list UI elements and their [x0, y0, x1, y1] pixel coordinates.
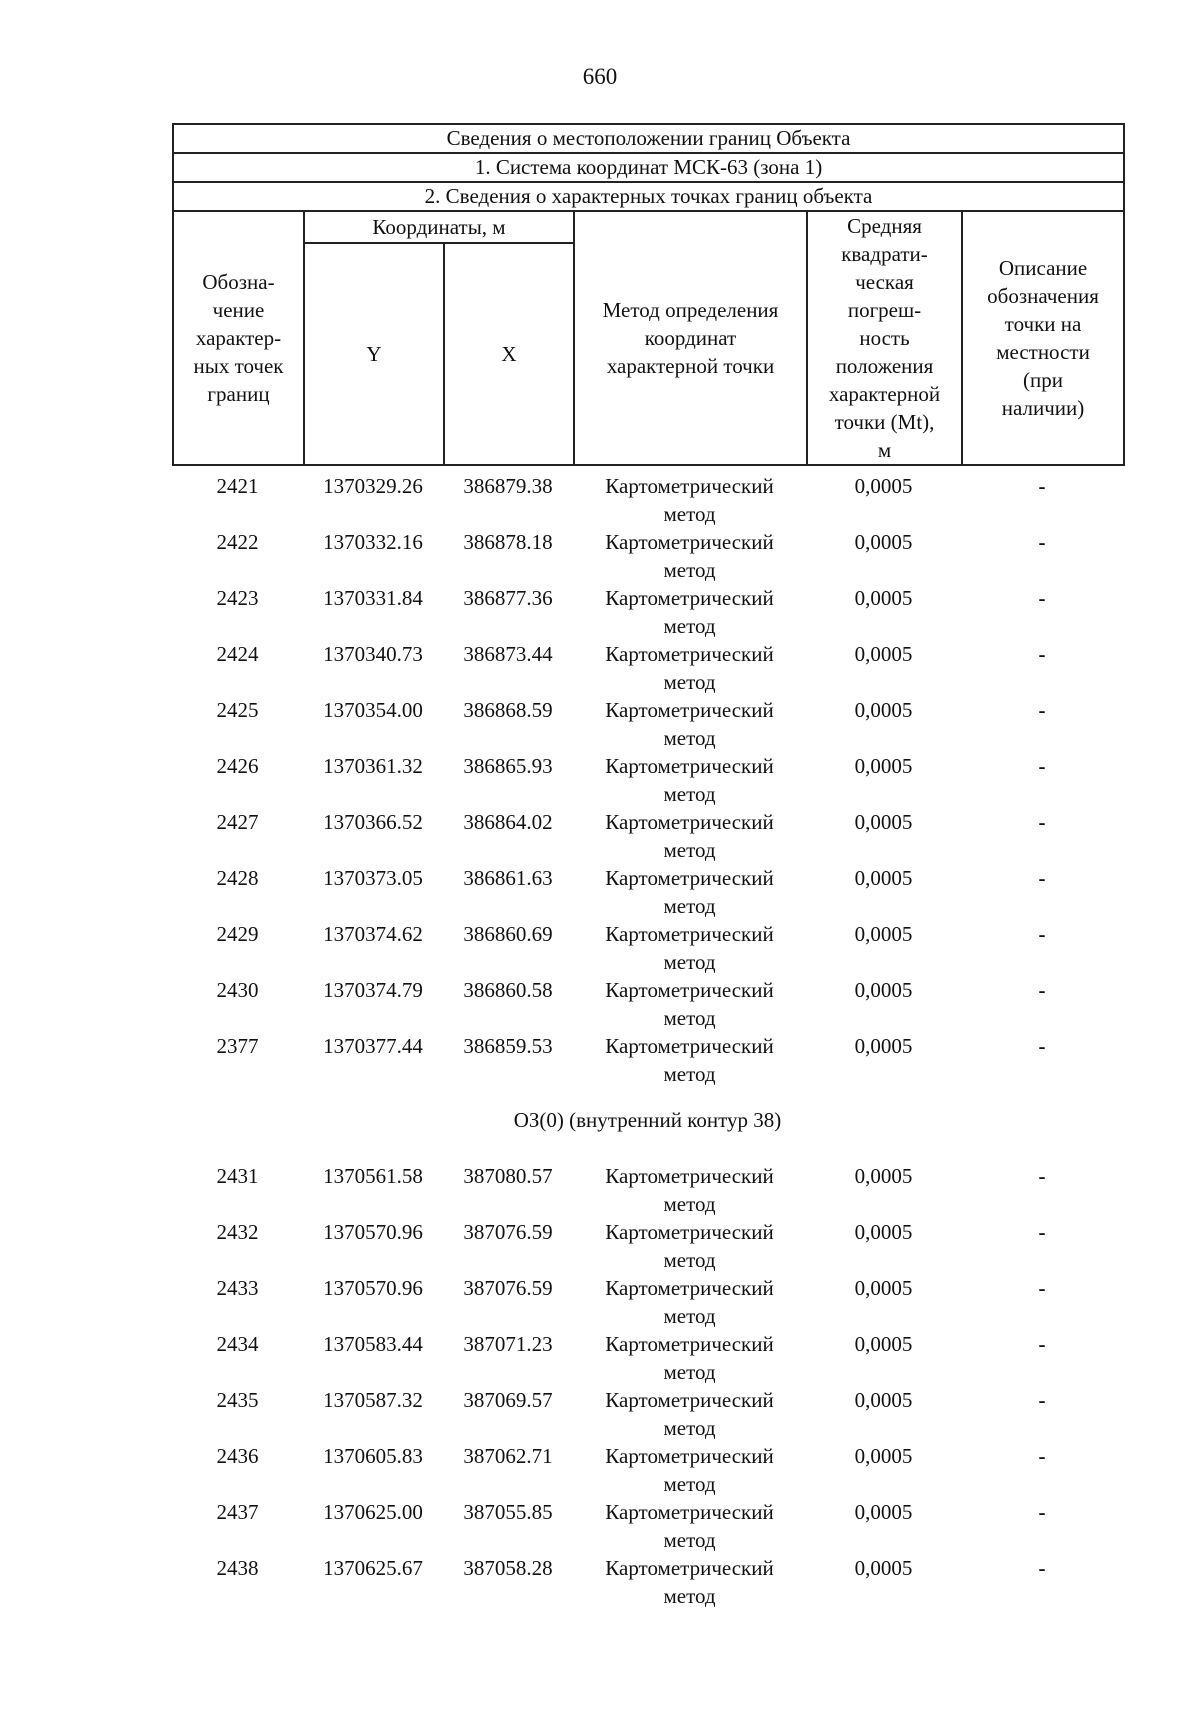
x-coordinate: 386865.93 — [463, 754, 553, 778]
method — [573, 472, 806, 528]
x-coordinate: 387062.71 — [463, 1444, 553, 1468]
mean-square-error: 0,0005 — [854, 1388, 913, 1412]
method — [573, 1032, 806, 1088]
method-line: метод — [663, 1248, 716, 1272]
method-line: Картометрический — [605, 754, 774, 778]
method — [573, 640, 806, 696]
method-line: Картометрический — [605, 474, 774, 498]
x-coordinate: 386873.44 — [463, 642, 553, 666]
method-line: метод — [663, 1006, 716, 1030]
method — [573, 920, 806, 976]
mean-square-error: 0,0005 — [854, 978, 913, 1002]
method-line: метод — [663, 838, 716, 862]
point-description: - — [1038, 474, 1046, 498]
description-column-header: Описание обозначения точки на местности (при наличии) — [962, 211, 1124, 465]
x-coordinate: 386878.18 — [463, 530, 553, 554]
method-line: Картометрический — [605, 642, 774, 666]
mean-square-error: 0,0005 — [854, 810, 913, 834]
point-description: - — [1038, 922, 1046, 946]
point-description: - — [1038, 1388, 1046, 1412]
method-line: Картометрический — [605, 978, 774, 1002]
point-id: 2433 — [216, 1276, 259, 1300]
y-coordinate: 1370570.96 — [323, 1276, 423, 1300]
mean-square-error: 0,0005 — [854, 866, 913, 890]
x-column-header: X — [444, 243, 574, 465]
method-line: Картометрический — [605, 810, 774, 834]
point-id: 2432 — [216, 1220, 259, 1244]
table-row — [172, 1218, 1123, 1274]
method — [573, 864, 806, 920]
mean-square-error: 0,0005 — [854, 922, 913, 946]
table-row — [172, 640, 1123, 696]
x-coordinate: 386864.02 — [463, 810, 553, 834]
x-coordinate: 387071.23 — [463, 1332, 553, 1356]
y-coordinate: 1370625.67 — [323, 1556, 423, 1580]
point-id: 2421 — [216, 474, 259, 498]
y-coordinate: 1370331.84 — [323, 586, 423, 610]
method — [573, 528, 806, 584]
error-column-header: Средняя квадрати- ческая погреш- ность положения характерной точки (Mt), м — [807, 211, 962, 465]
method-line: метод — [663, 1528, 716, 1552]
method-line: метод — [663, 894, 716, 918]
point-id: 2437 — [216, 1500, 259, 1524]
method-line: Картометрический — [605, 922, 774, 946]
y-coordinate: 1370570.96 — [323, 1220, 423, 1244]
table-row — [172, 584, 1123, 640]
table-row — [172, 1162, 1123, 1218]
y-coordinate: 1370561.58 — [323, 1164, 423, 1188]
point-id: 2427 — [216, 810, 259, 834]
point-id: 2429 — [216, 922, 259, 946]
mean-square-error: 0,0005 — [854, 1164, 913, 1188]
table-row — [172, 976, 1123, 1032]
x-coordinate: 386879.38 — [463, 474, 553, 498]
point-description: - — [1038, 642, 1046, 666]
method — [573, 808, 806, 864]
y-coordinate: 1370377.44 — [323, 1034, 423, 1058]
point-id: 2435 — [216, 1388, 259, 1412]
method — [573, 1274, 806, 1330]
designation-column-header: Обозна- чение характер- ных точек границ — [173, 211, 304, 465]
method — [573, 1386, 806, 1442]
method-column-header: Метод определения координат характерной точки — [574, 211, 807, 465]
point-id: 2430 — [216, 978, 259, 1002]
method-line: метод — [663, 726, 716, 750]
method-line: Картометрический — [605, 1444, 774, 1468]
x-coordinate: 386868.59 — [463, 698, 553, 722]
x-coordinate: 386861.63 — [463, 866, 553, 890]
point-description: - — [1038, 1556, 1046, 1580]
table-row — [172, 472, 1123, 528]
mean-square-error: 0,0005 — [854, 1220, 913, 1244]
y-coordinate: 1370625.00 — [323, 1500, 423, 1524]
contour-heading: ОЗ(0) (внутренний контур 38) — [513, 1108, 782, 1132]
method-line: Картометрический — [605, 698, 774, 722]
method-line: метод — [663, 1472, 716, 1496]
table-row — [172, 1032, 1123, 1088]
method-line: Картометрический — [605, 1034, 774, 1058]
point-id: 2434 — [216, 1332, 259, 1356]
table-row — [172, 1554, 1123, 1610]
section-heading: 2. Сведения о характерных точках границ объекта — [173, 182, 1124, 211]
table-title: Сведения о местоположении границ Объекта — [173, 124, 1124, 153]
point-description: - — [1038, 978, 1046, 1002]
point-description: - — [1038, 1276, 1046, 1300]
y-coordinate: 1370366.52 — [323, 810, 423, 834]
table-row — [172, 528, 1123, 584]
x-coordinate: 387080.57 — [463, 1164, 553, 1188]
method-line: метод — [663, 1416, 716, 1440]
method — [573, 696, 806, 752]
mean-square-error: 0,0005 — [854, 1332, 913, 1356]
mean-square-error: 0,0005 — [854, 1500, 913, 1524]
point-description: - — [1038, 1034, 1046, 1058]
point-description: - — [1038, 754, 1046, 778]
method — [573, 976, 806, 1032]
table-row — [172, 752, 1123, 808]
y-coordinate: 1370373.05 — [323, 866, 423, 890]
x-coordinate: 386860.69 — [463, 922, 553, 946]
y-coordinate: 1370361.32 — [323, 754, 423, 778]
y-coordinate: 1370340.73 — [323, 642, 423, 666]
method-line: метод — [663, 670, 716, 694]
method — [573, 1442, 806, 1498]
method-line: метод — [663, 1304, 716, 1328]
mean-square-error: 0,0005 — [854, 474, 913, 498]
point-id: 2436 — [216, 1444, 259, 1468]
method — [573, 1330, 806, 1386]
table-row — [172, 696, 1123, 752]
mean-square-error: 0,0005 — [854, 1034, 913, 1058]
y-coordinate: 1370583.44 — [323, 1332, 423, 1356]
method-line: метод — [663, 1192, 716, 1216]
y-coordinate: 1370374.62 — [323, 922, 423, 946]
table-row — [172, 920, 1123, 976]
method-line: метод — [663, 1062, 716, 1086]
method-line: Картометрический — [605, 1220, 774, 1244]
x-coordinate: 387069.57 — [463, 1388, 553, 1412]
point-id: 2438 — [216, 1556, 259, 1580]
mean-square-error: 0,0005 — [854, 1444, 913, 1468]
method-line: Картометрический — [605, 1164, 774, 1188]
x-coordinate: 386877.36 — [463, 586, 553, 610]
y-coordinate: 1370587.32 — [323, 1388, 423, 1412]
method — [573, 752, 806, 808]
method — [573, 1498, 806, 1554]
mean-square-error: 0,0005 — [854, 530, 913, 554]
mean-square-error: 0,0005 — [854, 1276, 913, 1300]
method-line: метод — [663, 558, 716, 582]
x-coordinate: 387076.59 — [463, 1220, 553, 1244]
table-row — [172, 1386, 1123, 1442]
points-table — [172, 472, 1123, 1610]
point-description: - — [1038, 1164, 1046, 1188]
method-line: метод — [663, 1360, 716, 1384]
point-description: - — [1038, 530, 1046, 554]
point-description: - — [1038, 810, 1046, 834]
point-id: 2377 — [216, 1034, 259, 1058]
method-line: Картометрический — [605, 866, 774, 890]
method-line: Картометрический — [605, 530, 774, 554]
table-row — [172, 864, 1123, 920]
method-line: Картометрический — [605, 586, 774, 610]
x-coordinate: 387055.85 — [463, 1500, 553, 1524]
coordinates-column-header: Координаты, м — [304, 211, 574, 243]
y-coordinate: 1370332.16 — [323, 530, 423, 554]
table-row — [172, 1498, 1123, 1554]
method-line: метод — [663, 502, 716, 526]
point-description: - — [1038, 1220, 1046, 1244]
coordinate-system: 1. Система координат МСК-63 (зона 1) — [173, 153, 1124, 182]
x-coordinate: 386860.58 — [463, 978, 553, 1002]
y-coordinate: 1370329.26 — [323, 474, 423, 498]
mean-square-error: 0,0005 — [854, 754, 913, 778]
contour-heading-row — [172, 1088, 1123, 1162]
point-description: - — [1038, 586, 1046, 610]
method — [573, 584, 806, 640]
mean-square-error: 0,0005 — [854, 642, 913, 666]
point-description: - — [1038, 698, 1046, 722]
point-description: - — [1038, 1500, 1046, 1524]
x-coordinate: 386859.53 — [463, 1034, 553, 1058]
method-line: Картометрический — [605, 1332, 774, 1356]
point-id: 2428 — [216, 866, 259, 890]
y-coordinate: 1370354.00 — [323, 698, 423, 722]
point-description: - — [1038, 1444, 1046, 1468]
method-line: метод — [663, 950, 716, 974]
point-id: 2431 — [216, 1164, 259, 1188]
method — [573, 1218, 806, 1274]
mean-square-error: 0,0005 — [854, 698, 913, 722]
point-description: - — [1038, 866, 1046, 890]
x-coordinate: 387076.59 — [463, 1276, 553, 1300]
y-column-header: Y — [304, 243, 444, 465]
method-line: Картометрический — [605, 1556, 774, 1580]
point-id: 2425 — [216, 698, 259, 722]
method-line: метод — [663, 1584, 716, 1608]
y-coordinate: 1370605.83 — [323, 1444, 423, 1468]
mean-square-error: 0,0005 — [854, 1556, 913, 1580]
point-description: - — [1038, 1332, 1046, 1356]
point-id: 2426 — [216, 754, 259, 778]
method-line: метод — [663, 782, 716, 806]
page-number: 660 — [582, 64, 618, 89]
points-table-body — [172, 472, 1123, 1610]
y-coordinate: 1370374.79 — [323, 978, 423, 1002]
method-line: метод — [663, 614, 716, 638]
table-row — [172, 1274, 1123, 1330]
method — [573, 1162, 806, 1218]
point-id: 2422 — [216, 530, 259, 554]
method-line: Картометрический — [605, 1276, 774, 1300]
method — [573, 1554, 806, 1610]
method-line: Картометрический — [605, 1388, 774, 1412]
method-line: Картометрический — [605, 1500, 774, 1524]
x-coordinate: 387058.28 — [463, 1556, 553, 1580]
table-row — [172, 1442, 1123, 1498]
header-table — [172, 123, 1125, 466]
point-id: 2424 — [216, 642, 259, 666]
point-id: 2423 — [216, 586, 259, 610]
mean-square-error: 0,0005 — [854, 586, 913, 610]
table-row — [172, 808, 1123, 864]
table-row — [172, 1330, 1123, 1386]
